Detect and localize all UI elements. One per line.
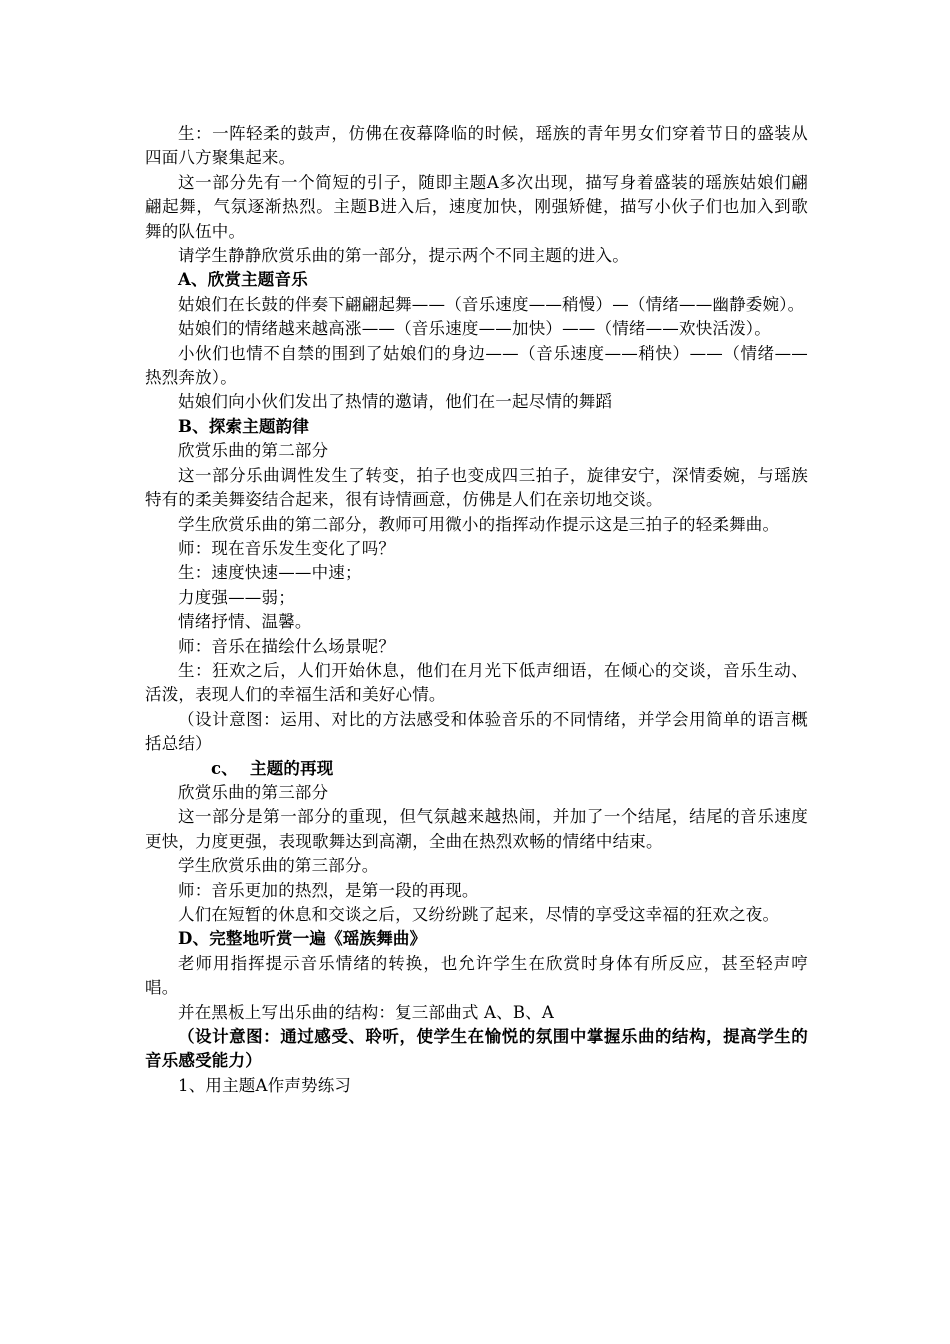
paragraph: 欣赏乐曲的第二部分 <box>178 441 329 461</box>
paragraph: （设计意图：运用、对比的方法感受和体验音乐的不同情绪，并学会用简单的语言概括总结） <box>145 709 808 754</box>
paragraph: 学生欣赏乐曲的第三部分。 <box>178 856 379 876</box>
paragraph: 这一部分先有一个简短的引子，随即主题A多次出现，描写身着盛装的瑶族姑娘们翩翩起舞，气氛逐渐热烈。主题B进入后，速度加快，刚强矫健，描写小伙子们也加入到歌舞的队伍中。 <box>145 172 808 241</box>
section-c-heading <box>145 757 808 781</box>
section-heading: B、探索主题韵律 <box>178 416 310 436</box>
paragraph: 这一部分乐曲调性发生了转变，拍子也变成四三拍子，旋律安宁，深情委婉，与瑶族特有的柔美舞姿结合起来，很有诗情画意，仿佛是人们在亲切地交谈。 <box>145 465 808 510</box>
paragraph: 师：现在音乐发生变化了吗？ <box>178 538 396 558</box>
paragraph: 姑娘们在长鼓的伴奏下翩翩起舞——（音乐速度——稍慢）—（情绪——幽静委婉）。 <box>178 294 805 314</box>
paragraph: 生：狂欢之后，人们开始休息，他们在月光下低声细语，在倾心的交谈，音乐生动、活泼，表现人们的幸福生活和美好心情。 <box>145 660 808 705</box>
paragraph: 生：速度快速——中速； <box>178 563 362 583</box>
paragraph: 师：音乐更加的热烈，是第一段的再现。 <box>178 880 479 900</box>
paragraph: 1、用主题A作声势练习 <box>178 1075 352 1095</box>
paragraph: 生：一阵轻柔的鼓声，仿佛在夜幕降临的时候，瑶族的青年男女们穿着节日的盛装从四面八方聚集起来。 <box>145 124 808 168</box>
paragraph: 人们在短暂的休息和交谈之后，又纷纷跳了起来，尽情的享受这幸福的狂欢之夜。 <box>178 905 780 924</box>
paragraph: 姑娘们向小伙们发出了热情的邀请，他们在一起尽情的舞蹈 <box>178 392 613 412</box>
paragraph: 学生欣赏乐曲的第二部分，教师可用微小的指挥动作提示这是三拍子的轻柔舞曲。 <box>178 514 780 534</box>
paragraph: 力度强——弱； <box>178 587 295 607</box>
paragraph: 姑娘们的情绪越来越高涨——（音乐速度——加快）——（情绪——欢快活泼）。 <box>178 319 771 339</box>
section-c-title: 主题的再现 <box>250 758 334 778</box>
paragraph: 欣赏乐曲的第三部分 <box>178 782 329 802</box>
paragraph: 小伙们也情不自禁的围到了姑娘们的身边——（音乐速度——稍快）——（情绪——热烈奔放）。 <box>145 343 808 388</box>
paragraph: 师：音乐在描绘什么场景呢？ <box>178 636 396 656</box>
section-heading: （设计意图：通过感受、聆听，使学生在愉悦的氛围中掌握乐曲的结构，提高学生的音乐感受能力） <box>145 1027 808 1071</box>
paragraph: 并在黑板上写出乐曲的结构：复三部曲式 A、B、A <box>178 1002 555 1022</box>
paragraph: 老师用指挥提示音乐情绪的转换，也允许学生在欣赏时身体有所反应，甚至轻声哼唱。 <box>145 953 808 998</box>
paragraph: 情绪抒情、温馨。 <box>178 612 312 632</box>
section-heading: A、欣赏主题音乐 <box>178 270 308 290</box>
body-part-1 <box>145 122 808 757</box>
paragraph: 请学生静静欣赏乐曲的第一部分，提示两个不同主题的进入。 <box>178 246 629 266</box>
section-heading: D、完整地听赏一遍《瑶族舞曲》 <box>178 929 427 949</box>
paragraph: 这一部分是第一部分的重现，但气氛越来越热闹，并加了一个结尾，结尾的音乐速度更快，力度更强，表现歌舞达到高潮，全曲在热烈欢畅的情绪中结束。 <box>145 807 808 851</box>
body-part-2 <box>145 781 808 1098</box>
section-c-label: c、 <box>211 758 238 778</box>
document-body <box>145 122 808 1098</box>
